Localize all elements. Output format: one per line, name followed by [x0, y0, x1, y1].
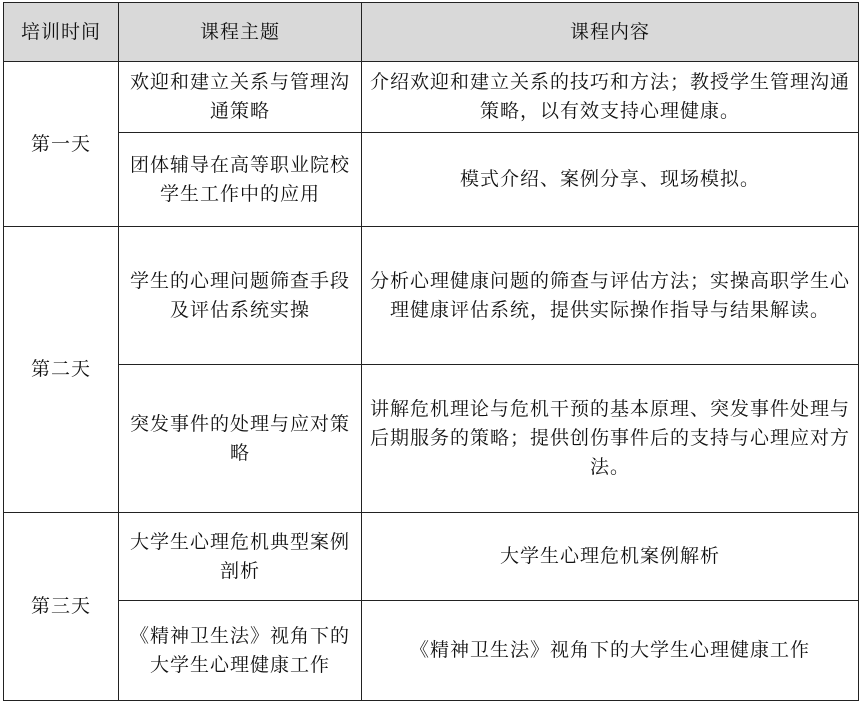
header-training-time: 培训时间 [4, 3, 119, 62]
day-label: 第二天 [4, 227, 119, 513]
table-row [4, 133, 859, 227]
day-label: 第三天 [4, 513, 119, 701]
table-row [4, 227, 859, 365]
session-content: 介绍欢迎和建立关系的技巧和方法；教授学生管理沟通策略，以有效支持心理健康。 [362, 62, 859, 133]
table-row [4, 365, 859, 513]
header-row [4, 3, 859, 62]
table-row [4, 601, 859, 701]
day-label: 第一天 [4, 62, 119, 227]
table-row [4, 62, 859, 133]
header-course-topic: 课程主题 [119, 3, 362, 62]
session-topic: 突发事件的处理与应对策略 [119, 365, 362, 513]
session-content: 分析心理健康问题的筛查与评估方法；实操高职学生心理健康评估系统，提供实际操作指导与结果解读。 [362, 227, 859, 365]
session-topic: 大学生心理危机典型案例剖析 [119, 513, 362, 601]
session-topic: 团体辅导在高等职业院校学生工作中的应用 [119, 133, 362, 227]
session-content: 《精神卫生法》视角下的大学生心理健康工作 [362, 601, 859, 701]
session-topic: 欢迎和建立关系与管理沟通策略 [119, 62, 362, 133]
table-row [4, 513, 859, 601]
training-schedule-table [3, 2, 859, 701]
session-content: 大学生心理危机案例解析 [362, 513, 859, 601]
session-content: 模式介绍、案例分享、现场模拟。 [362, 133, 859, 227]
session-topic: 学生的心理问题筛查手段及评估系统实操 [119, 227, 362, 365]
session-content: 讲解危机理论与危机干预的基本原理、突发事件处理与后期服务的策略；提供创伤事件后的支持与心理应对方法。 [362, 365, 859, 513]
session-topic: 《精神卫生法》视角下的大学生心理健康工作 [119, 601, 362, 701]
header-course-content: 课程内容 [362, 3, 859, 62]
